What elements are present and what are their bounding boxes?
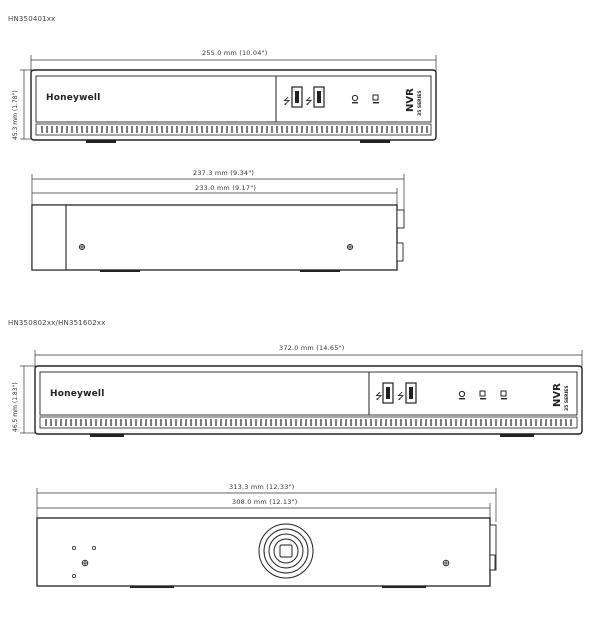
model-label-1: HN350401xx	[8, 15, 56, 23]
nvr-badge-2: NVR	[552, 383, 563, 407]
brand-logo-1: Honeywell	[46, 93, 101, 103]
front-height-dimension-1: 45.3 mm (1.78")	[12, 90, 19, 140]
model-label-2: HN350802xx/HN351602xx	[8, 319, 106, 327]
series-badge-2: 35 SERIES	[565, 385, 570, 411]
front-width-dimension-1: 255.0 mm (10.04")	[202, 49, 268, 57]
side-inner-dimension-2: 308.0 mm (12.13")	[232, 498, 298, 506]
nvr-badge-1: NVR	[405, 88, 416, 112]
svg-text:⭍: ⭍	[283, 97, 291, 107]
front-width-dimension-2: 372.0 mm (14.65")	[279, 344, 345, 352]
side-inner-dimension-1: 233.0 mm (9.17")	[195, 184, 257, 192]
brand-logo-2: Honeywell	[50, 389, 105, 399]
svg-text:⭍: ⭍	[397, 392, 405, 402]
series-badge-1: 35 SERIES	[418, 90, 423, 116]
front-height-dimension-2: 46.5 mm (1.83")	[12, 382, 19, 432]
side-outer-dimension-2: 313.3 mm (12.33")	[229, 483, 295, 491]
side-outer-dimension-1: 237.3 mm (9.34")	[193, 169, 255, 177]
svg-text:⭍: ⭍	[305, 97, 313, 107]
svg-text:⭍: ⭍	[375, 392, 383, 402]
